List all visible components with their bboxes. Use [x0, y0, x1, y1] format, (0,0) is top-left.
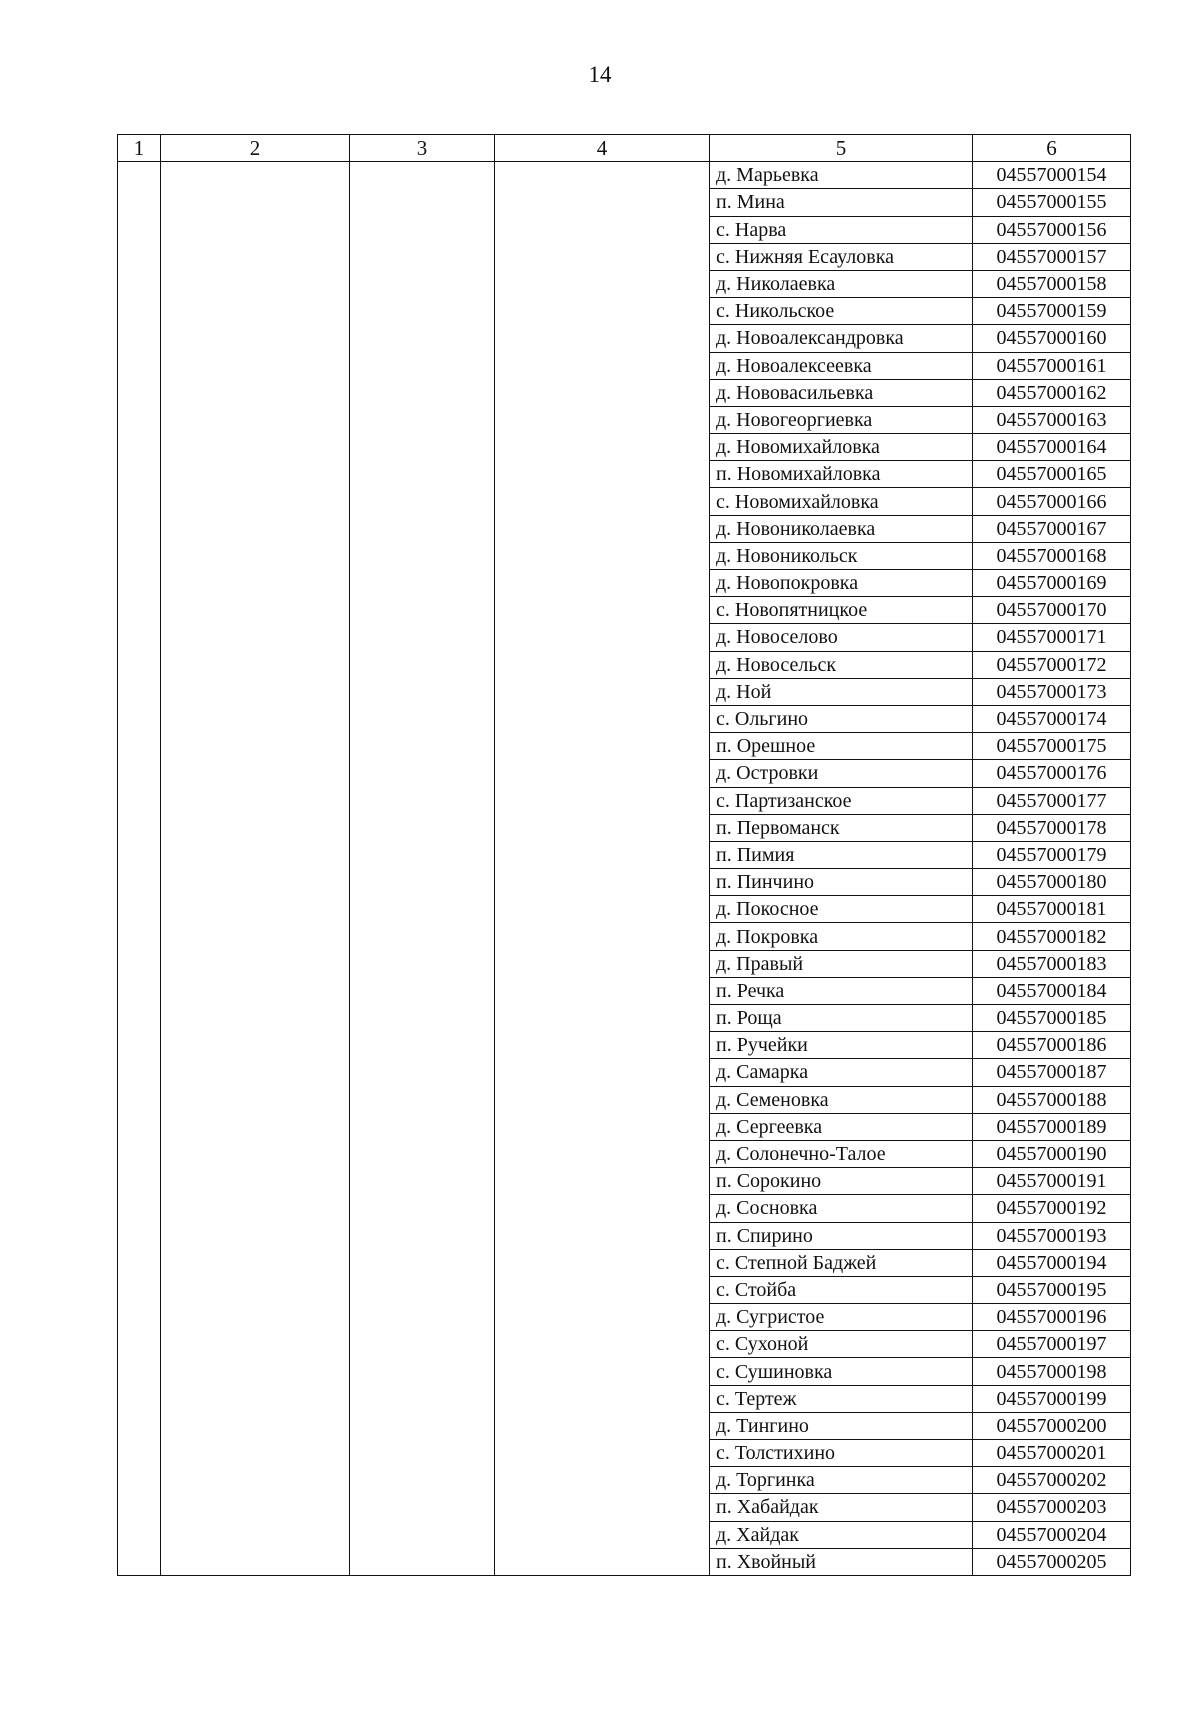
settlement-name-cell: с. Сухоной	[710, 1331, 973, 1358]
settlement-name-cell: д. Островки	[710, 760, 973, 787]
okato-code-cell: 04557000166	[973, 488, 1131, 515]
okato-code-cell: 04557000168	[973, 542, 1131, 569]
okato-code-cell: 04557000201	[973, 1440, 1131, 1467]
okato-code-cell: 04557000180	[973, 869, 1131, 896]
settlement-name-cell: с. Ольгино	[710, 705, 973, 732]
settlement-name-cell: п. Хвойный	[710, 1548, 973, 1575]
column-header: 4	[495, 135, 710, 162]
settlement-name-cell: д. Покосное	[710, 896, 973, 923]
settlement-name-cell: д. Новониколаевка	[710, 515, 973, 542]
okato-code-cell: 04557000203	[973, 1494, 1131, 1521]
settlement-name-cell: д. Новопокровка	[710, 570, 973, 597]
settlement-name-cell: с. Новопятницкое	[710, 597, 973, 624]
okato-code-cell: 04557000170	[973, 597, 1131, 624]
column-header: 1	[118, 135, 161, 162]
settlement-name-cell: с. Степной Баджей	[710, 1249, 973, 1276]
settlement-name-cell: д. Ной	[710, 678, 973, 705]
okato-code-cell: 04557000157	[973, 243, 1131, 270]
settlement-name-cell: д. Новоселово	[710, 624, 973, 651]
settlements-table	[117, 134, 1131, 1576]
settlement-name-cell: п. Пинчино	[710, 869, 973, 896]
okato-code-cell: 04557000198	[973, 1358, 1131, 1385]
settlement-name-cell: с. Никольское	[710, 298, 973, 325]
okato-code-cell: 04557000175	[973, 733, 1131, 760]
okato-code-cell: 04557000174	[973, 705, 1131, 732]
settlement-name-cell: д. Покровка	[710, 923, 973, 950]
okato-code-cell: 04557000182	[973, 923, 1131, 950]
settlement-name-cell: с. Тертеж	[710, 1385, 973, 1412]
okato-code-cell: 04557000195	[973, 1276, 1131, 1303]
settlement-name-cell: д. Сергеевка	[710, 1113, 973, 1140]
settlement-name-cell: п. Сорокино	[710, 1168, 973, 1195]
settlement-name-cell: д. Николаевка	[710, 270, 973, 297]
settlement-name-cell: д. Нововасильевка	[710, 379, 973, 406]
settlement-name-cell: д. Новосельск	[710, 651, 973, 678]
table-body	[118, 162, 1131, 1576]
settlement-name-cell: д. Солонечно-Талое	[710, 1140, 973, 1167]
empty-column-cell	[350, 162, 495, 1576]
header-row	[118, 135, 1131, 162]
empty-column-cell	[495, 162, 710, 1576]
okato-code-cell: 04557000154	[973, 162, 1131, 189]
okato-code-cell: 04557000161	[973, 352, 1131, 379]
settlement-name-cell: д. Хайдак	[710, 1521, 973, 1548]
okato-code-cell: 04557000184	[973, 977, 1131, 1004]
okato-code-cell: 04557000202	[973, 1467, 1131, 1494]
column-header: 3	[350, 135, 495, 162]
settlement-name-cell: д. Самарка	[710, 1059, 973, 1086]
okato-code-cell: 04557000160	[973, 325, 1131, 352]
okato-code-cell: 04557000196	[973, 1304, 1131, 1331]
okato-code-cell: 04557000178	[973, 814, 1131, 841]
settlement-name-cell: п. Спирино	[710, 1222, 973, 1249]
settlement-name-cell: с. Нижняя Есауловка	[710, 243, 973, 270]
okato-code-cell: 04557000173	[973, 678, 1131, 705]
column-header: 2	[161, 135, 350, 162]
okato-code-cell: 04557000164	[973, 434, 1131, 461]
okato-code-cell: 04557000156	[973, 216, 1131, 243]
okato-code-cell: 04557000200	[973, 1412, 1131, 1439]
settlement-name-cell: д. Новогеоргиевка	[710, 406, 973, 433]
settlement-name-cell: д. Тингино	[710, 1412, 973, 1439]
okato-code-cell: 04557000187	[973, 1059, 1131, 1086]
empty-column-cell	[161, 162, 350, 1576]
settlement-name-cell: с. Нарва	[710, 216, 973, 243]
settlement-name-cell: с. Сушиновка	[710, 1358, 973, 1385]
okato-code-cell: 04557000169	[973, 570, 1131, 597]
okato-code-cell: 04557000158	[973, 270, 1131, 297]
okato-code-cell: 04557000197	[973, 1331, 1131, 1358]
okato-code-cell: 04557000177	[973, 787, 1131, 814]
settlement-name-cell: д. Новоникольск	[710, 542, 973, 569]
okato-code-cell: 04557000194	[973, 1249, 1131, 1276]
page-number: 14	[588, 62, 612, 87]
settlement-name-cell: д. Сосновка	[710, 1195, 973, 1222]
settlement-name-cell: с. Новомихайловка	[710, 488, 973, 515]
okato-code-cell: 04557000172	[973, 651, 1131, 678]
column-header: 5	[710, 135, 973, 162]
okato-code-cell: 04557000193	[973, 1222, 1131, 1249]
okato-code-cell: 04557000171	[973, 624, 1131, 651]
okato-code-cell: 04557000185	[973, 1005, 1131, 1032]
settlement-name-cell: п. Ручейки	[710, 1032, 973, 1059]
settlement-name-cell: д. Новоалексеевка	[710, 352, 973, 379]
settlement-name-cell: с. Партизанское	[710, 787, 973, 814]
okato-code-cell: 04557000165	[973, 461, 1131, 488]
column-header: 6	[973, 135, 1131, 162]
okato-code-cell: 04557000167	[973, 515, 1131, 542]
settlement-name-cell: д. Новомихайловка	[710, 434, 973, 461]
settlement-name-cell: п. Роща	[710, 1005, 973, 1032]
okato-code-cell: 04557000190	[973, 1140, 1131, 1167]
okato-code-cell: 04557000191	[973, 1168, 1131, 1195]
okato-code-cell: 04557000186	[973, 1032, 1131, 1059]
settlement-name-cell: с. Толстихино	[710, 1440, 973, 1467]
okato-code-cell: 04557000162	[973, 379, 1131, 406]
okato-code-cell: 04557000176	[973, 760, 1131, 787]
okato-code-cell: 04557000189	[973, 1113, 1131, 1140]
okato-code-cell: 04557000181	[973, 896, 1131, 923]
settlement-name-cell: д. Торгинка	[710, 1467, 973, 1494]
settlement-name-cell: п. Пимия	[710, 841, 973, 868]
empty-column-cell	[118, 162, 161, 1576]
okato-code-cell: 04557000205	[973, 1548, 1131, 1575]
okato-code-cell: 04557000199	[973, 1385, 1131, 1412]
okato-code-cell: 04557000163	[973, 406, 1131, 433]
okato-code-cell: 04557000188	[973, 1086, 1131, 1113]
settlement-name-cell: п. Орешное	[710, 733, 973, 760]
settlement-name-cell: п. Хабайдак	[710, 1494, 973, 1521]
table-row	[118, 162, 1131, 189]
settlement-name-cell: п. Первоманск	[710, 814, 973, 841]
settlement-name-cell: с. Стойба	[710, 1276, 973, 1303]
settlement-name-cell: п. Речка	[710, 977, 973, 1004]
settlement-name-cell: д. Правый	[710, 950, 973, 977]
settlement-name-cell: п. Мина	[710, 189, 973, 216]
settlement-name-cell: п. Новомихайловка	[710, 461, 973, 488]
okato-code-cell: 04557000179	[973, 841, 1131, 868]
settlement-name-cell: д. Семеновка	[710, 1086, 973, 1113]
settlement-name-cell: д. Новоалександровка	[710, 325, 973, 352]
okato-code-cell: 04557000192	[973, 1195, 1131, 1222]
settlement-name-cell: д. Марьевка	[710, 162, 973, 189]
okato-code-cell: 04557000183	[973, 950, 1131, 977]
okato-code-cell: 04557000155	[973, 189, 1131, 216]
okato-code-cell: 04557000204	[973, 1521, 1131, 1548]
okato-code-cell: 04557000159	[973, 298, 1131, 325]
settlement-name-cell: д. Сугристое	[710, 1304, 973, 1331]
